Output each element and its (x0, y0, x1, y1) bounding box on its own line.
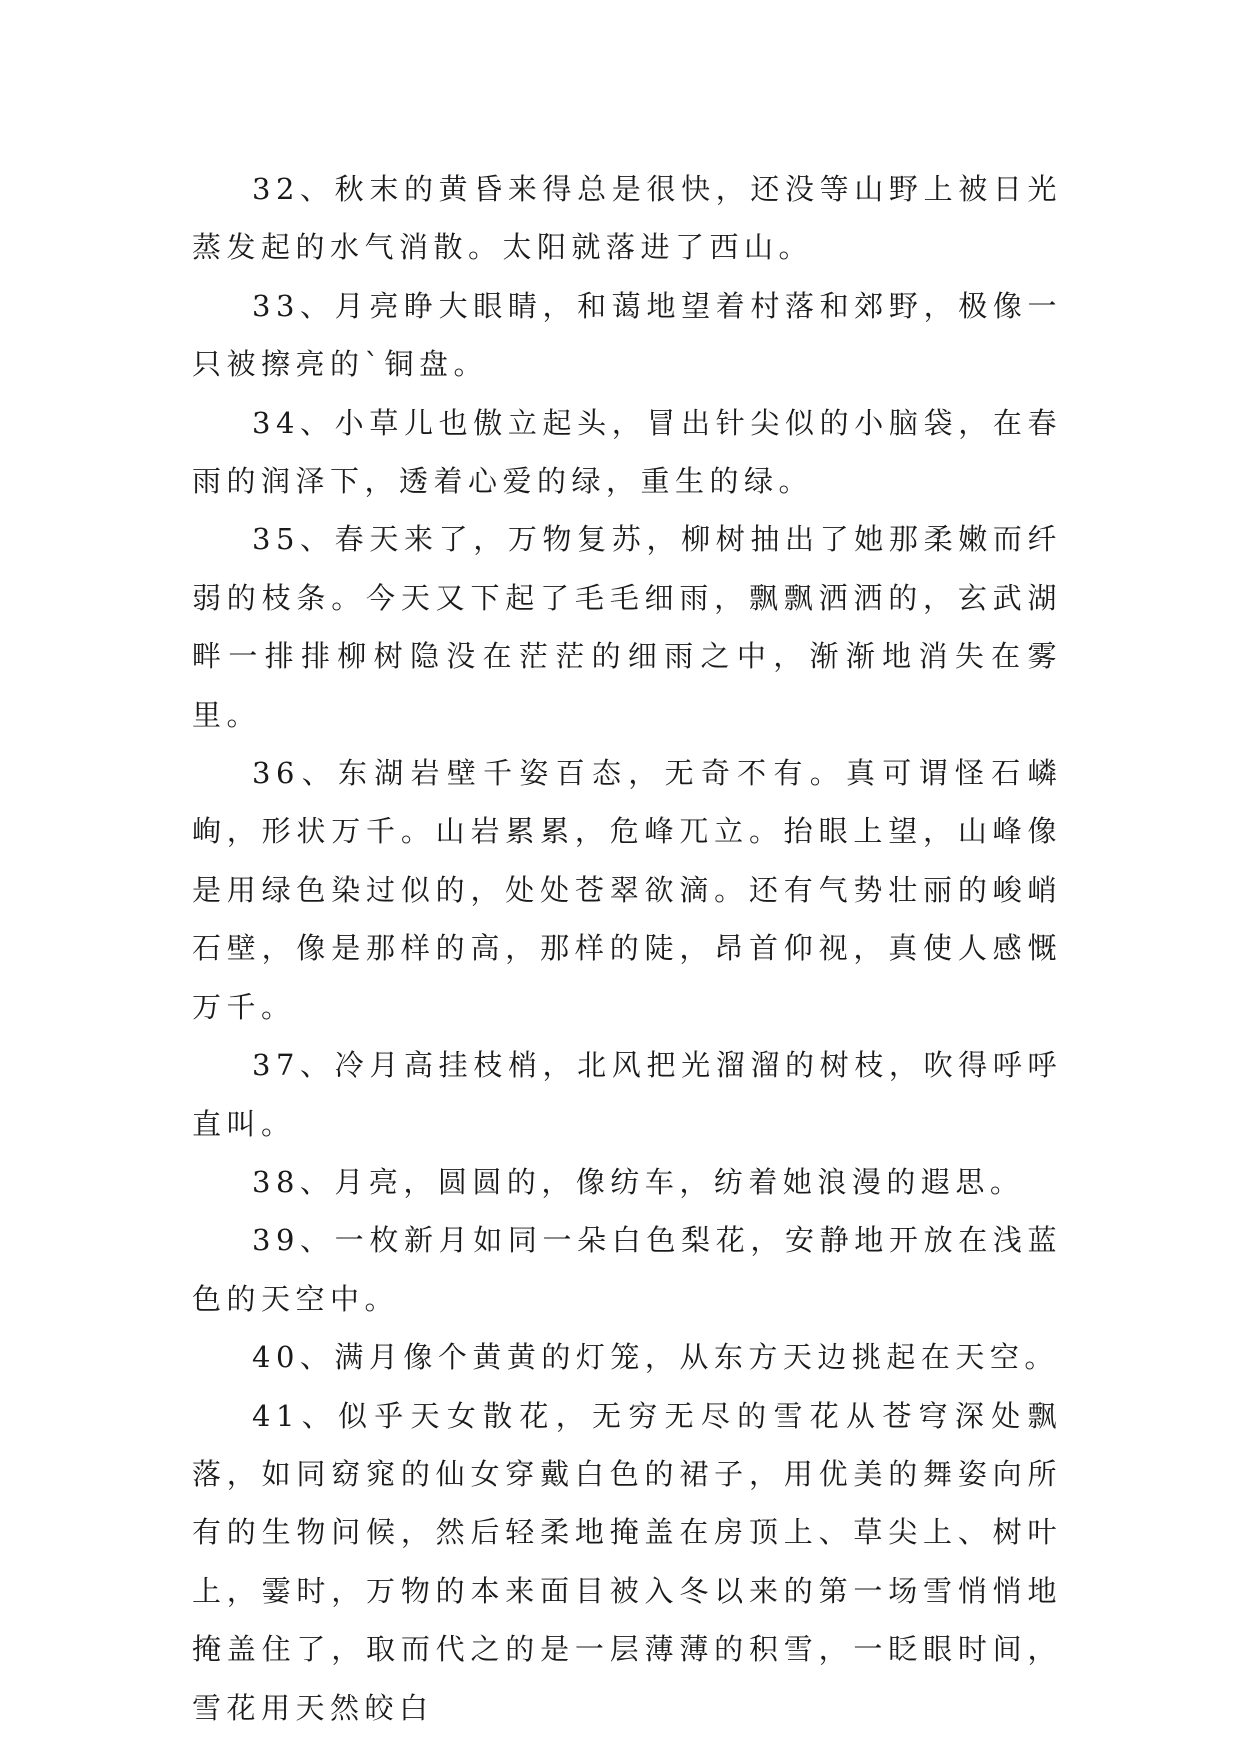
paragraph-33: 33、月亮睁大眼睛，和蔼地望着村落和郊野，极像一只被擦亮的`铜盘。 (192, 288, 1062, 382)
document-body (192, 160, 1062, 1737)
paragraph-32: 32、秋末的黄昏来得总是很快，还没等山野上被日光蒸发起的水气消散。太阳就落进了西山。 (192, 172, 1062, 265)
paragraph-39: 39、一枚新月如同一朵白色梨花，安静地开放在浅蓝色的天空中。 (192, 1223, 1062, 1316)
paragraph-34: 34、小草儿也傲立起头，冒出针尖似的小脑袋，在春雨的润泽下，透着心爱的绿，重生的绿。 (192, 405, 1062, 499)
paragraph-40: 40、满月像个黄黄的灯笼，从东方天边挑起在天空。 (252, 1340, 1059, 1375)
paragraph-35: 35、春天来了，万物复苏，柳树抽出了她那柔嫩而纤弱的枝条。今天又下起了毛毛细雨，飘飘洒洒的，玄武湖畔一排排柳树隐没在茫茫的细雨之中，渐渐地消失在雾里。 (192, 522, 1062, 732)
paragraph-36: 36、东湖岩壁千姿百态，无奇不有。真可谓怪石嶙峋，形状万千。山岩累累，危峰兀立。抬眼上望，山峰像是用绿色染过似的，处处苍翠欲滴。还有气势壮丽的峻峭石壁，像是那样的高，那样的陡，昂首仰视，真使人感慨万千。 (192, 756, 1062, 1024)
paragraph-38: 38、月亮，圆圆的，像纺车，纺着她浪漫的遐思。 (252, 1164, 1025, 1199)
paragraph-37: 37、冷月高挂枝梢，北风把光溜溜的树枝，吹得呼呼直叫。 (192, 1048, 1062, 1141)
paragraph-41: 41、似乎天女散花，无穷无尽的雪花从苍穹深处飘落，如同窈窕的仙女穿戴白色的裙子，用优美的舞姿向所有的生物问候，然后轻柔地掩盖在房顶上、草尖上、树叶上，霎时，万物的本来面目被入冬以来的第一场雪悄悄地掩盖住了，取而代之的是一层薄薄的积雪，一眨眼时间，雪花用天然皎白 (192, 1398, 1062, 1725)
